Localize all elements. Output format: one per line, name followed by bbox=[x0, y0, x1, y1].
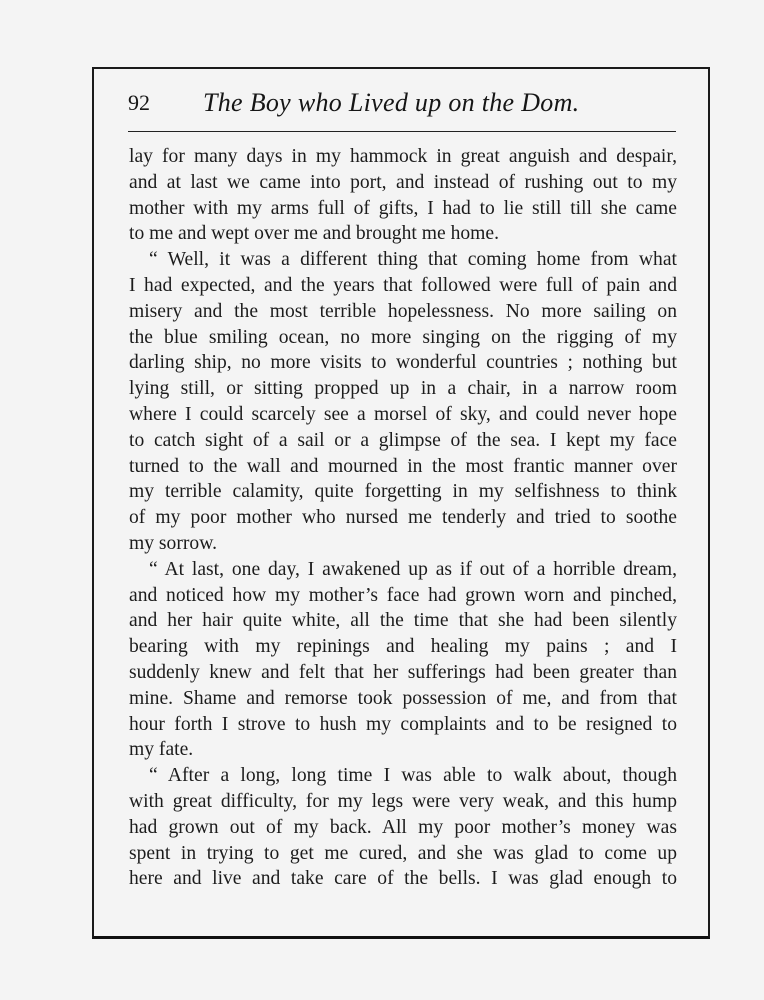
text-line: misery and the most terrible hopelessness. No more sailing on bbox=[129, 300, 677, 322]
page-number: 92 bbox=[128, 90, 150, 115]
text-line: darling ship, no more visits to wonderful countries ; nothing but bbox=[129, 352, 677, 374]
text-line: of my poor mother who nursed me tenderly and tried to soothe bbox=[129, 507, 677, 529]
text-line: “ After a long, long time I was able to walk about, though bbox=[149, 765, 677, 787]
text-line: I had expected, and the years that followed were full of pain and bbox=[129, 274, 677, 296]
text-line: mine. Shame and remorse took possession of me, and from that bbox=[129, 687, 677, 709]
header-rule bbox=[128, 131, 676, 132]
text-line: suddenly knew and felt that her sufferings had been greater than bbox=[129, 661, 677, 683]
running-title: The Boy who Lived up on the Dom. bbox=[203, 88, 580, 117]
text-line: to me and wept over me and brought me home. bbox=[129, 223, 500, 245]
page-header bbox=[128, 88, 676, 122]
text-line: lying still, or sitting propped up in a chair, in a narrow room bbox=[129, 378, 677, 400]
text-line: “ At last, one day, I awakened up as if out of a horrible dream, bbox=[149, 558, 677, 580]
text-line: my sorrow. bbox=[129, 532, 217, 554]
text-line: had grown out of my back. All my poor mother’s money was bbox=[129, 816, 677, 838]
text-line: bearing with my repinings and healing my pains ; and I bbox=[129, 636, 677, 658]
text-line: and noticed how my mother’s face had grown worn and pinched, bbox=[129, 584, 677, 606]
text-line: spent in trying to get me cured, and she was glad to come up bbox=[129, 842, 677, 864]
text-line: turned to the wall and mourned in the most frantic manner over bbox=[129, 455, 677, 477]
text-line: hour forth I strove to hush my complaints and to be resigned to bbox=[129, 713, 677, 735]
text-line: my terrible calamity, quite forgetting in my selfishness to think bbox=[129, 481, 677, 503]
text-line: with great difficulty, for my legs were very weak, and this hump bbox=[129, 790, 677, 812]
text-line: and her hair quite white, all the time that she had been silently bbox=[129, 610, 677, 632]
body-text bbox=[129, 144, 677, 892]
text-line: where I could scarcely see a morsel of sky, and could never hope bbox=[129, 403, 677, 425]
text-line: and at last we came into port, and instead of rushing out to my bbox=[129, 171, 677, 193]
text-line: “ Well, it was a different thing that coming home from what bbox=[149, 249, 677, 271]
text-line: here and live and take care of the bells. I was glad enough to bbox=[129, 868, 677, 890]
text-line: my fate. bbox=[129, 739, 194, 761]
text-line: mother with my arms full of gifts, I had to lie still till she came bbox=[129, 197, 677, 219]
text-line: lay for many days in my hammock in great anguish and despair, bbox=[129, 146, 677, 167]
text-line: the blue smiling ocean, no more singing on the rigging of my bbox=[129, 326, 677, 348]
text-line: to catch sight of a sail or a glimpse of the sea. I kept my face bbox=[129, 429, 677, 451]
